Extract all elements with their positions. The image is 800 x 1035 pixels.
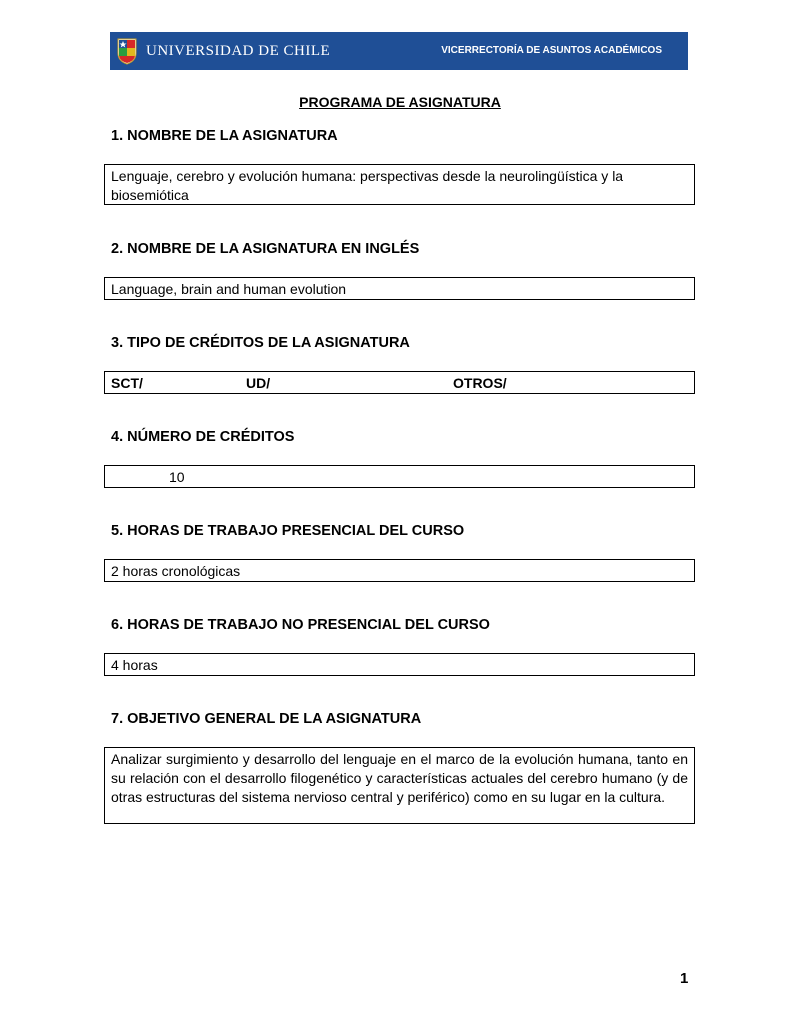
credit-type-ud: UD/ — [246, 375, 271, 391]
section-1-box — [104, 164, 695, 205]
credit-type-otros: OTROS/ — [453, 375, 507, 391]
section-6-box — [104, 653, 695, 676]
vicerrectoria-name: VICERRECTORÍA DE ASUNTOS ACADÉMICOS — [441, 45, 662, 56]
section-7-heading: 7. OBJETIVO GENERAL DE LA ASIGNATURA — [111, 711, 422, 727]
section-4-heading: 4. NÚMERO DE CRÉDITOS — [111, 429, 295, 445]
university-name: UNIVERSIDAD DE CHILE — [146, 42, 331, 59]
section-3-heading: 3. TIPO DE CRÉDITOS DE LA ASIGNATURA — [111, 335, 410, 351]
section-4-value: 10 — [169, 469, 185, 485]
section-4-box — [104, 465, 695, 488]
section-5-value: 2 horas cronológicas — [111, 563, 241, 579]
section-1-value: Lenguaje, cerebro y evolución humana: perspectivas desde la neurolingüística y la biosemiótica — [111, 168, 624, 203]
section-6-value: 4 horas — [111, 657, 158, 673]
section-5-box — [104, 559, 695, 582]
header-banner — [110, 32, 688, 70]
section-7-box — [104, 747, 695, 824]
university-shield-icon — [116, 37, 138, 65]
section-6-heading: 6. HORAS DE TRABAJO NO PRESENCIAL DEL CURSO — [111, 617, 490, 633]
section-2-value: Language, brain and human evolution — [111, 281, 347, 297]
section-1-heading: 1. NOMBRE DE LA ASIGNATURA — [111, 128, 338, 144]
document-title: PROGRAMA DE ASIGNATURA — [299, 94, 501, 110]
section-5-heading: 5. HORAS DE TRABAJO PRESENCIAL DEL CURSO — [111, 523, 465, 539]
page-number: 1 — [680, 970, 689, 987]
section-7-value: Analizar surgimiento y desarrollo del lenguaje en el marco de la evolución humana, tanto en su relación con el desarrollo filogenético y características actuales del cerebro humano (y de otras estructuras del sistema nervioso central y periférico) como en su lugar en la cultura. — [111, 751, 688, 805]
credit-type-sct: SCT/ — [111, 375, 143, 391]
section-2-heading: 2. NOMBRE DE LA ASIGNATURA EN INGLÉS — [111, 241, 420, 257]
section-2-box — [104, 277, 695, 300]
section-3-box — [104, 371, 695, 394]
